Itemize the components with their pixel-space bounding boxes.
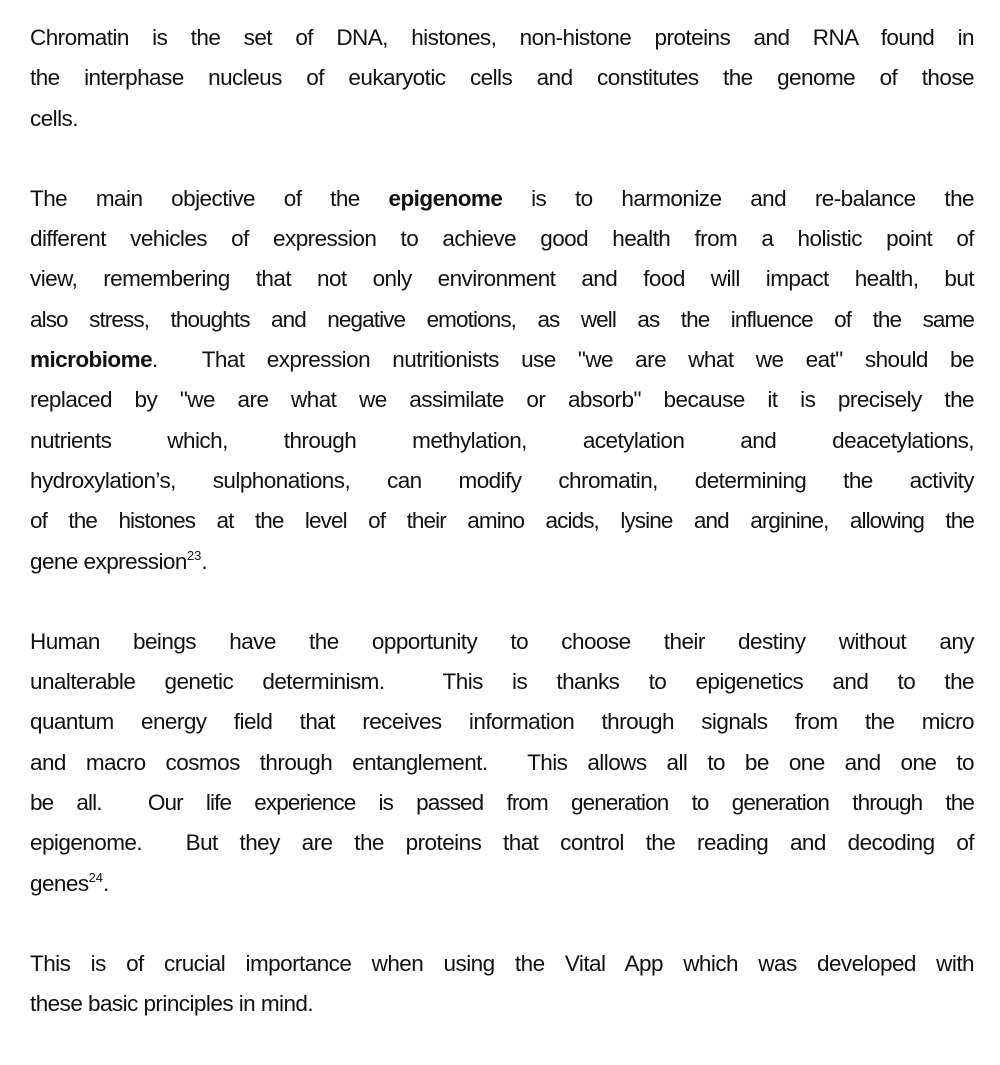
text-line: epigenome. But they are the proteins that control the reading and decoding of [30,830,974,856]
text-line: Human beings have the opportunity to choose their destiny without any [30,628,974,654]
bold-term-microbiome: microbiome [30,347,153,373]
text-line [30,864,974,904]
text-line: Chromatin is the set of DNA, histones, non-histone proteins and RNA found in [30,25,974,50]
text-line: This is of crucial importance when using the Vital App which was developed with [30,950,974,976]
document-body [30,18,974,1065]
text-line [30,340,974,380]
paragraph-human-beings [30,622,974,904]
text-line: of the histones at the level of their amino acids, lysine and arginine, allowing the [30,508,974,534]
reference-superscript: 23 [186,547,202,563]
text-line: different vehicles of expression to achieve good health from a holistic point of [30,226,974,252]
text-line: view, remembering that not only environment and food will impact health, but [30,266,974,292]
text-run: . That expression nutritionists use "we are what we eat" should be [152,347,974,373]
text-line: quantum energy field that receives information through signals from the micro [30,709,974,735]
text-line: these basic principles in mind. [30,991,314,1017]
reference-superscript: 24 [88,869,104,885]
text-line: be all. Our life experience is passed from generation to generation through the [30,790,974,816]
text-line: replaced by "we are what we assimilate or absorb" because it is precisely the [30,387,974,413]
text-run: genes [30,870,89,896]
text-line: and macro cosmos through entanglement. This allows all to be one and one to [30,749,974,775]
text-run: . [201,548,208,574]
text-run: The main objective of the [30,185,389,211]
text-line: unalterable genetic determinism. This is thanks to epigenetics and to the [30,669,974,695]
paragraph-chromatin [30,18,974,139]
paragraph-epigenome [30,179,974,582]
text-line [30,542,974,582]
paragraph-vital-app [30,944,974,1025]
text-run: . [103,870,109,896]
text-run: is to harmonize and re-balance the [502,185,974,211]
text-line: cells. [30,105,78,131]
text-line: the interphase nucleus of eukaryotic cells and constitutes the genome of those [30,65,974,91]
bold-term-epigenome: epigenome [388,185,503,211]
text-line: nutrients which, through methylation, acetylation and deacetylations, [30,427,974,453]
text-line: hydroxylation’s, sulphonations, can modify chromatin, determining the activity [30,467,974,493]
text-run: gene expression [30,548,187,574]
text-line [30,179,974,219]
text-line: also stress, thoughts and negative emotions, as well as the influence of the same [30,306,974,332]
